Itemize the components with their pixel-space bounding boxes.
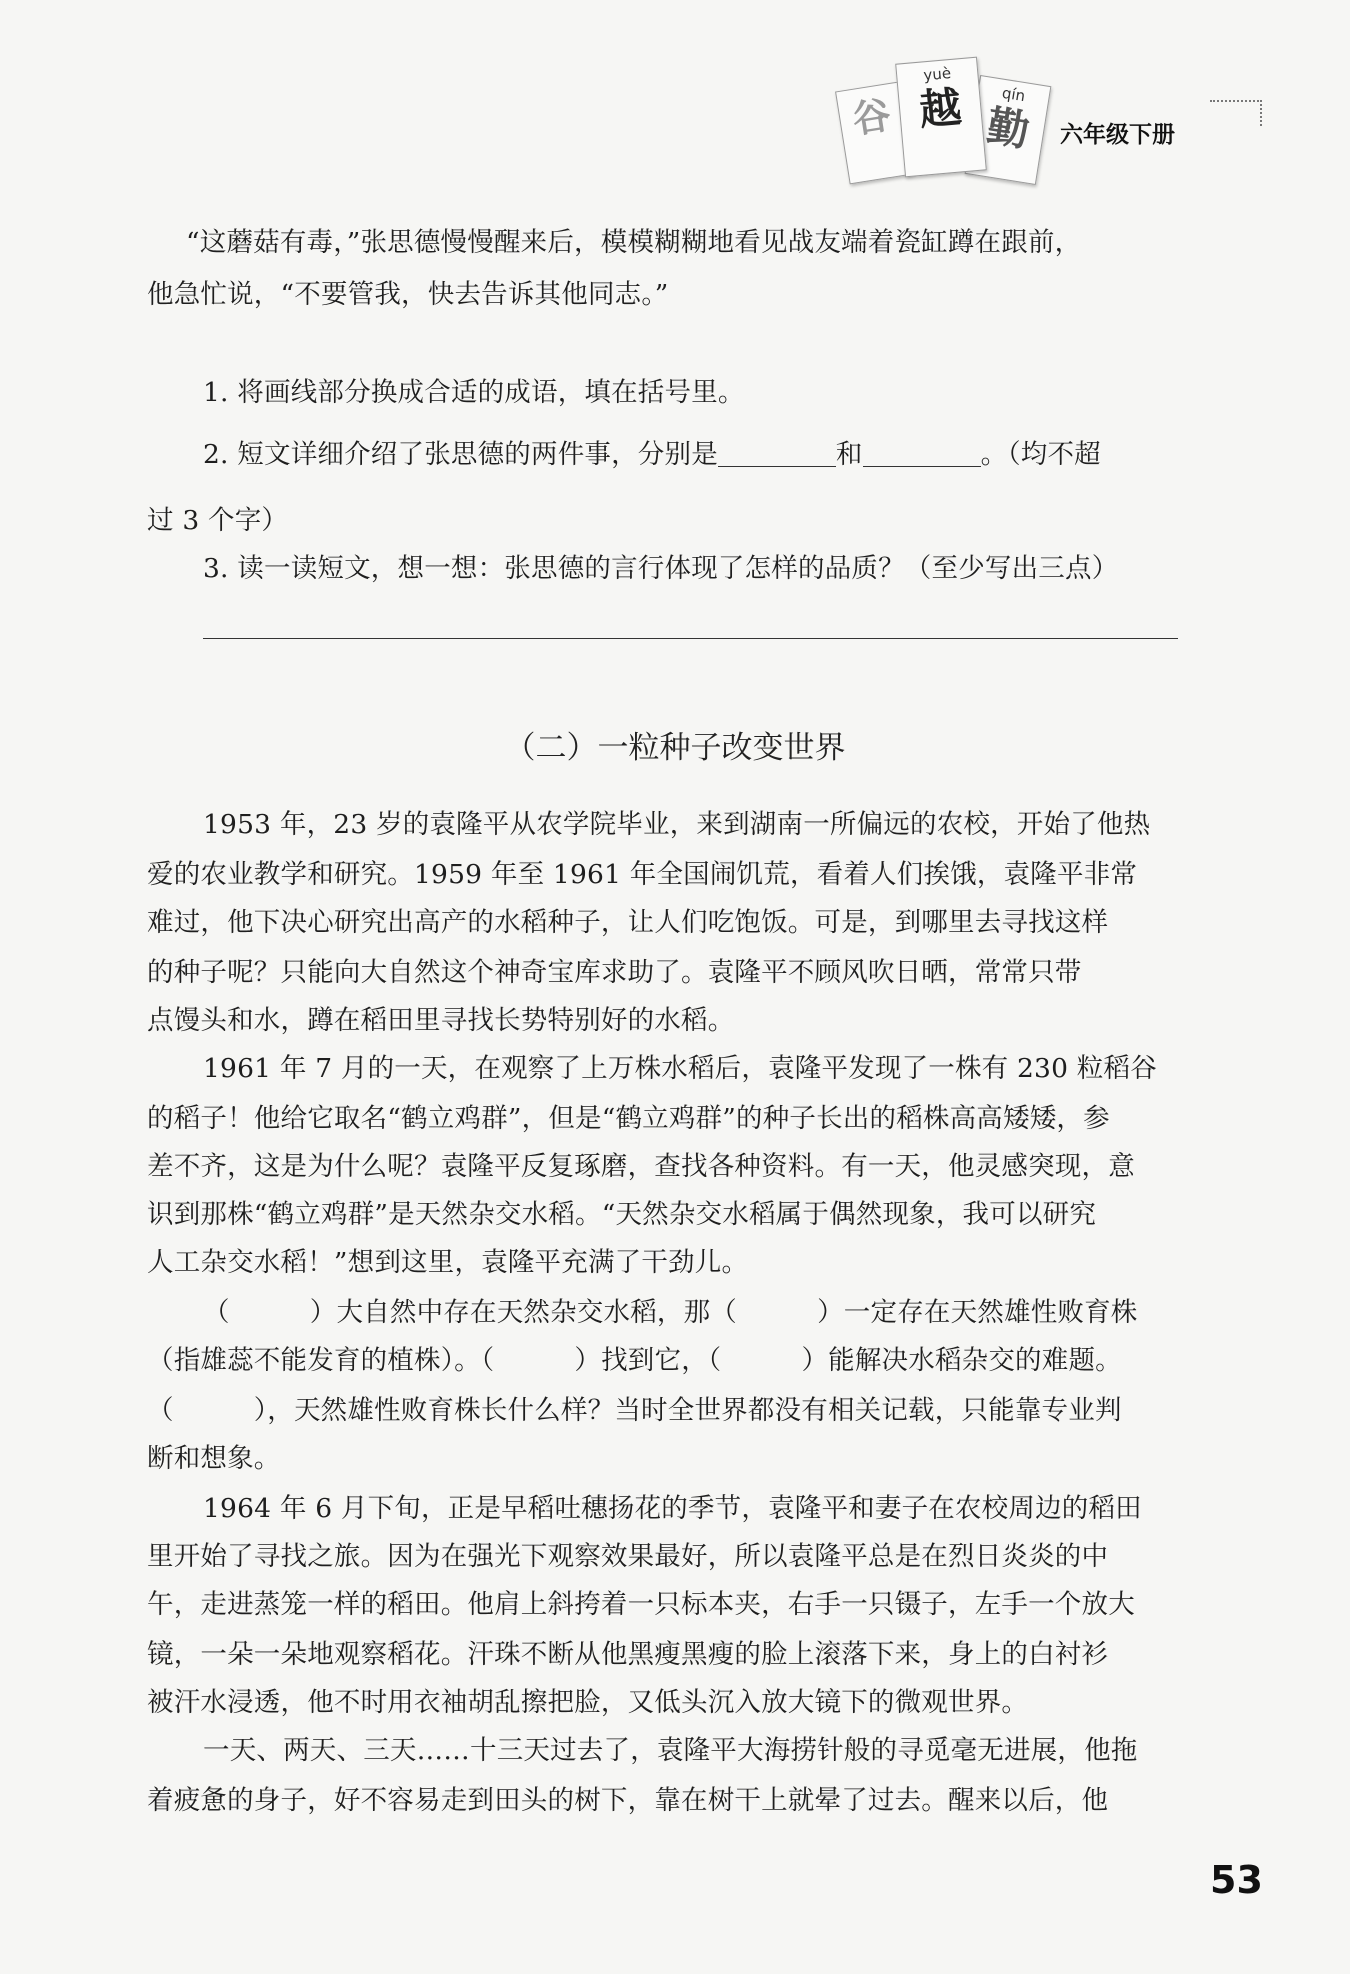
passage-line: 难过，他下决心研究出高产的水稻种子，让人们吃饱饭。可是，到哪里去寻找这样 [147,907,1109,938]
header-dotted-border [1210,100,1262,126]
question-3: 3. 读一读短文，想一想：张思德的言行体现了怎样的品质？（至少写出三点） [203,553,1119,584]
passage-line: 差不齐，这是为什么呢？袁隆平反复琢磨，查找各种资料。有一天，他灵感突现，意 [147,1151,1135,1182]
passage-line: 着疲惫的身子，好不容易走到田头的树下，靠在树干上就晕了过去。醒来以后，他 [147,1785,1109,1816]
passage-line: 午，走进蒸笼一样的稻田。他肩上斜挎着一只标本夹，右手一只镊子，左手一个放大 [147,1589,1135,1620]
passage-line: 一天、两天、三天……十三天过去了，袁隆平大海捞针般的寻觅毫无进展，他拖 [203,1735,1138,1766]
section-title: （二）一粒种子改变世界 [504,730,846,766]
passage-line: 被汗水浸透，他不时用衣袖胡乱擦把脸，又低头沉入放大镜下的微观世界。 [147,1687,1029,1718]
logo-card-2: yuè 越 [895,57,987,178]
passage-line: 的稻子！他给它取名“鹤立鸡群”，但是“鹤立鸡群”的种子长出的稻株高高矮矮，参 [147,1103,1110,1134]
answer-blank[interactable] [863,440,981,467]
passage-line: 爱的农业教学和研究。1959 年至 1961 年全国闹饥荒，看着人们挨饿，袁隆平非常 [147,859,1138,890]
passage-line: 断和想象。 [147,1443,281,1474]
question-2: 2. 短文详细介绍了张思德的两件事，分别是 和 。（均不超 [203,439,1101,470]
passage-line: 识到那株“鹤立鸡群”是天然杂交水稻。“天然杂交水稻属于偶然现象，我可以研究 [147,1199,1097,1230]
answer-blank[interactable] [718,440,836,467]
passage-line: 里开始了寻找之旅。因为在强光下观察效果最好，所以袁隆平总是在烈日炎炎的中 [147,1541,1109,1572]
grade-label: 六年级下册 [1060,122,1175,148]
logo-card-1: 谷 [835,82,913,185]
logo-card-3: qín 勤 [965,75,1052,185]
page-number: 53 [1210,1858,1263,1902]
passage-line: 人工杂交水稻！”想到这里，袁隆平充满了干劲儿。 [147,1247,749,1278]
question-1: 1. 将画线部分换成合适的成语，填在括号里。 [203,377,745,408]
passage-line: “这蘑菇有毒，”张思德慢慢醒来后，模模糊糊地看见战友端着瓷缸蹲在跟前， [186,227,1082,258]
fill-in-line: （ ），天然雄性败育株长什么样？当时全世界都没有相关记载，只能靠专业判 [147,1395,1122,1426]
fill-in-line: （ ）大自然中存在天然杂交水稻，那（ ）一定存在天然雄性败育株 [203,1297,1138,1328]
passage-line: 他急忙说，“不要管我，快去告诉其他同志。” [147,279,669,310]
passage-line: 点馒头和水，蹲在稻田里寻找长势特别好的水稻。 [147,1005,735,1036]
answer-line[interactable] [203,638,1178,639]
question-2-continuation: 过 3 个字） [147,505,289,536]
passage-line: 1961 年 7 月的一天，在观察了上万株水稻后，袁隆平发现了一株有 230 粒稻谷 [203,1053,1157,1084]
series-logo [832,48,1042,198]
fill-in-line: （指雄蕊不能发育的植株）。（ ）找到它，（ ）能解决水稻杂交的难题。 [147,1345,1122,1376]
passage-line: 镜，一朵一朵地观察稻花。汗珠不断从他黑瘦黑瘦的脸上滚落下来，身上的白衬衫 [147,1639,1109,1670]
passage-line: 的种子呢？只能向大自然这个神奇宝库求助了。袁隆平不顾风吹日晒，常常只带 [147,957,1082,988]
passage-line: 1953 年，23 岁的袁隆平从农学院毕业，来到湖南一所偏远的农校，开始了他热 [203,809,1151,840]
passage-line: 1964 年 6 月下旬，正是早稻吐穗扬花的季节，袁隆平和妻子在农校周边的稻田 [203,1493,1142,1524]
